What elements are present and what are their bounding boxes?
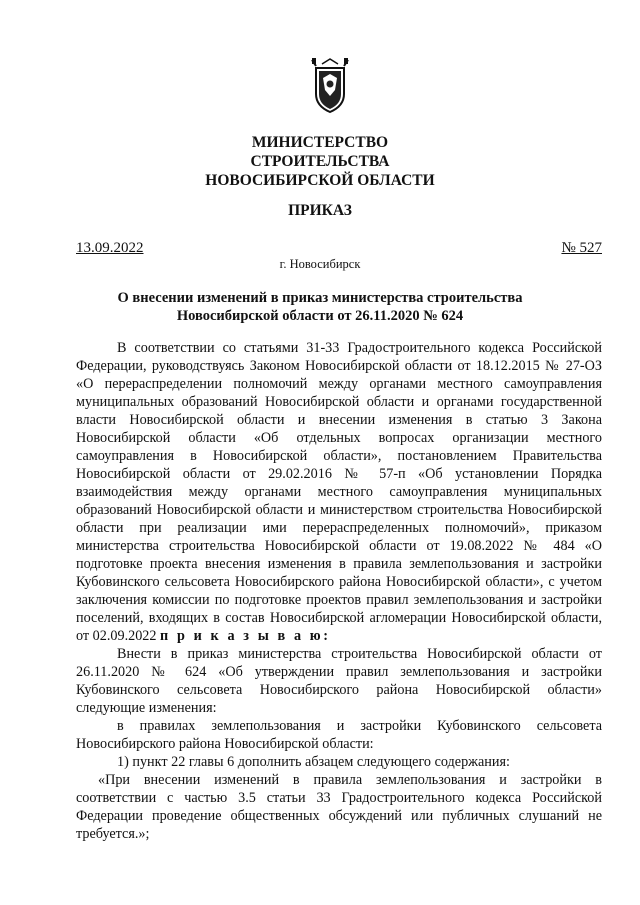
coat-of-arms-icon bbox=[310, 56, 350, 116]
amendment-paragraph: Внести в приказ министерства строительства Новосибирской области от 26.11.2020 № 624 «Об утверждении правил землепользования и застройки Кубовинского сельсовета Новосибирского района Новосибирской области» следующие изменения: bbox=[76, 646, 602, 716]
item-1-paragraph: 1) пункт 22 главы 6 дополнить абзацем следующего содержания: bbox=[117, 754, 510, 770]
ministry-line-2: СТРОИТЕЛЬСТВА bbox=[250, 153, 390, 170]
order-body bbox=[76, 339, 602, 843]
ministry-line-1: МИНИСТЕРСТВО bbox=[251, 134, 389, 151]
heading-line-1: О внесении изменений в приказ министерства строительства bbox=[117, 290, 523, 306]
order-date: 13.09.2022 bbox=[76, 240, 144, 256]
quoted-paragraph: «При внесении изменений в правила землепользования и застройки в соответствии с частью 3.5 статьи 33 Градостроительного кодекса Российской Федерации проведение общественных обсуждений или публичных слушаний не требуется.»; bbox=[76, 772, 602, 842]
order-title: ПРИКАЗ bbox=[288, 202, 352, 219]
order-keyword: п р и к а з ы в а ю: bbox=[160, 628, 331, 644]
ministry-line-3: НОВОСИБИРСКОЙ ОБЛАСТИ bbox=[205, 172, 435, 189]
order-city: г. Новосибирск bbox=[279, 257, 361, 271]
heading-line-2: Новосибирской области от 26.11.2020 № 624 bbox=[176, 308, 464, 324]
preamble-text: В соответствии со статьями 31-33 Градостроительного кодекса Российской Федерации, руководствуясь Законом Новосибирской области от 18.12.2015 № 27-ОЗ «О перераспределении полномочий между органами местного самоуправления муниципальных образований Новосибирской области и органами государственной власти Новосибирской области и внесении изменения в статью 3 Закона Новосибирской области «Об отдельных вопросах организации местного самоуправления в Новосибирской области», постановлением Правительства Новосибирской области от 29.02.2016 № 57-п «Об установлении Порядка взаимодействия между органами местного самоуправления муниципальных образований Новосибирской области и министерством строительства Новосибирской области при реализации ими перераспределенных полномочий», приказом министерства строительства Новосибирской области от 19.08.2022 № 484 «О подготовке проекта внесения изменения в правила землепользования и застройки Кубовинского сельсовета Новосибирского района Новосибирской области», с учетом заключения комиссии по подготовке проектов правил землепользования и застройки поселений, входящих в состав Новосибирской агломерации Новосибирской области, от 02.09.2022 bbox=[76, 340, 602, 644]
rules-paragraph: в правилах землепользования и застройки Кубовинского сельсовета Новосибирского района Новосибирской области: bbox=[76, 718, 602, 752]
order-number: № 527 bbox=[561, 240, 602, 256]
preamble-paragraph bbox=[76, 339, 602, 645]
order-heading bbox=[0, 289, 640, 325]
ministry-name bbox=[0, 133, 640, 190]
